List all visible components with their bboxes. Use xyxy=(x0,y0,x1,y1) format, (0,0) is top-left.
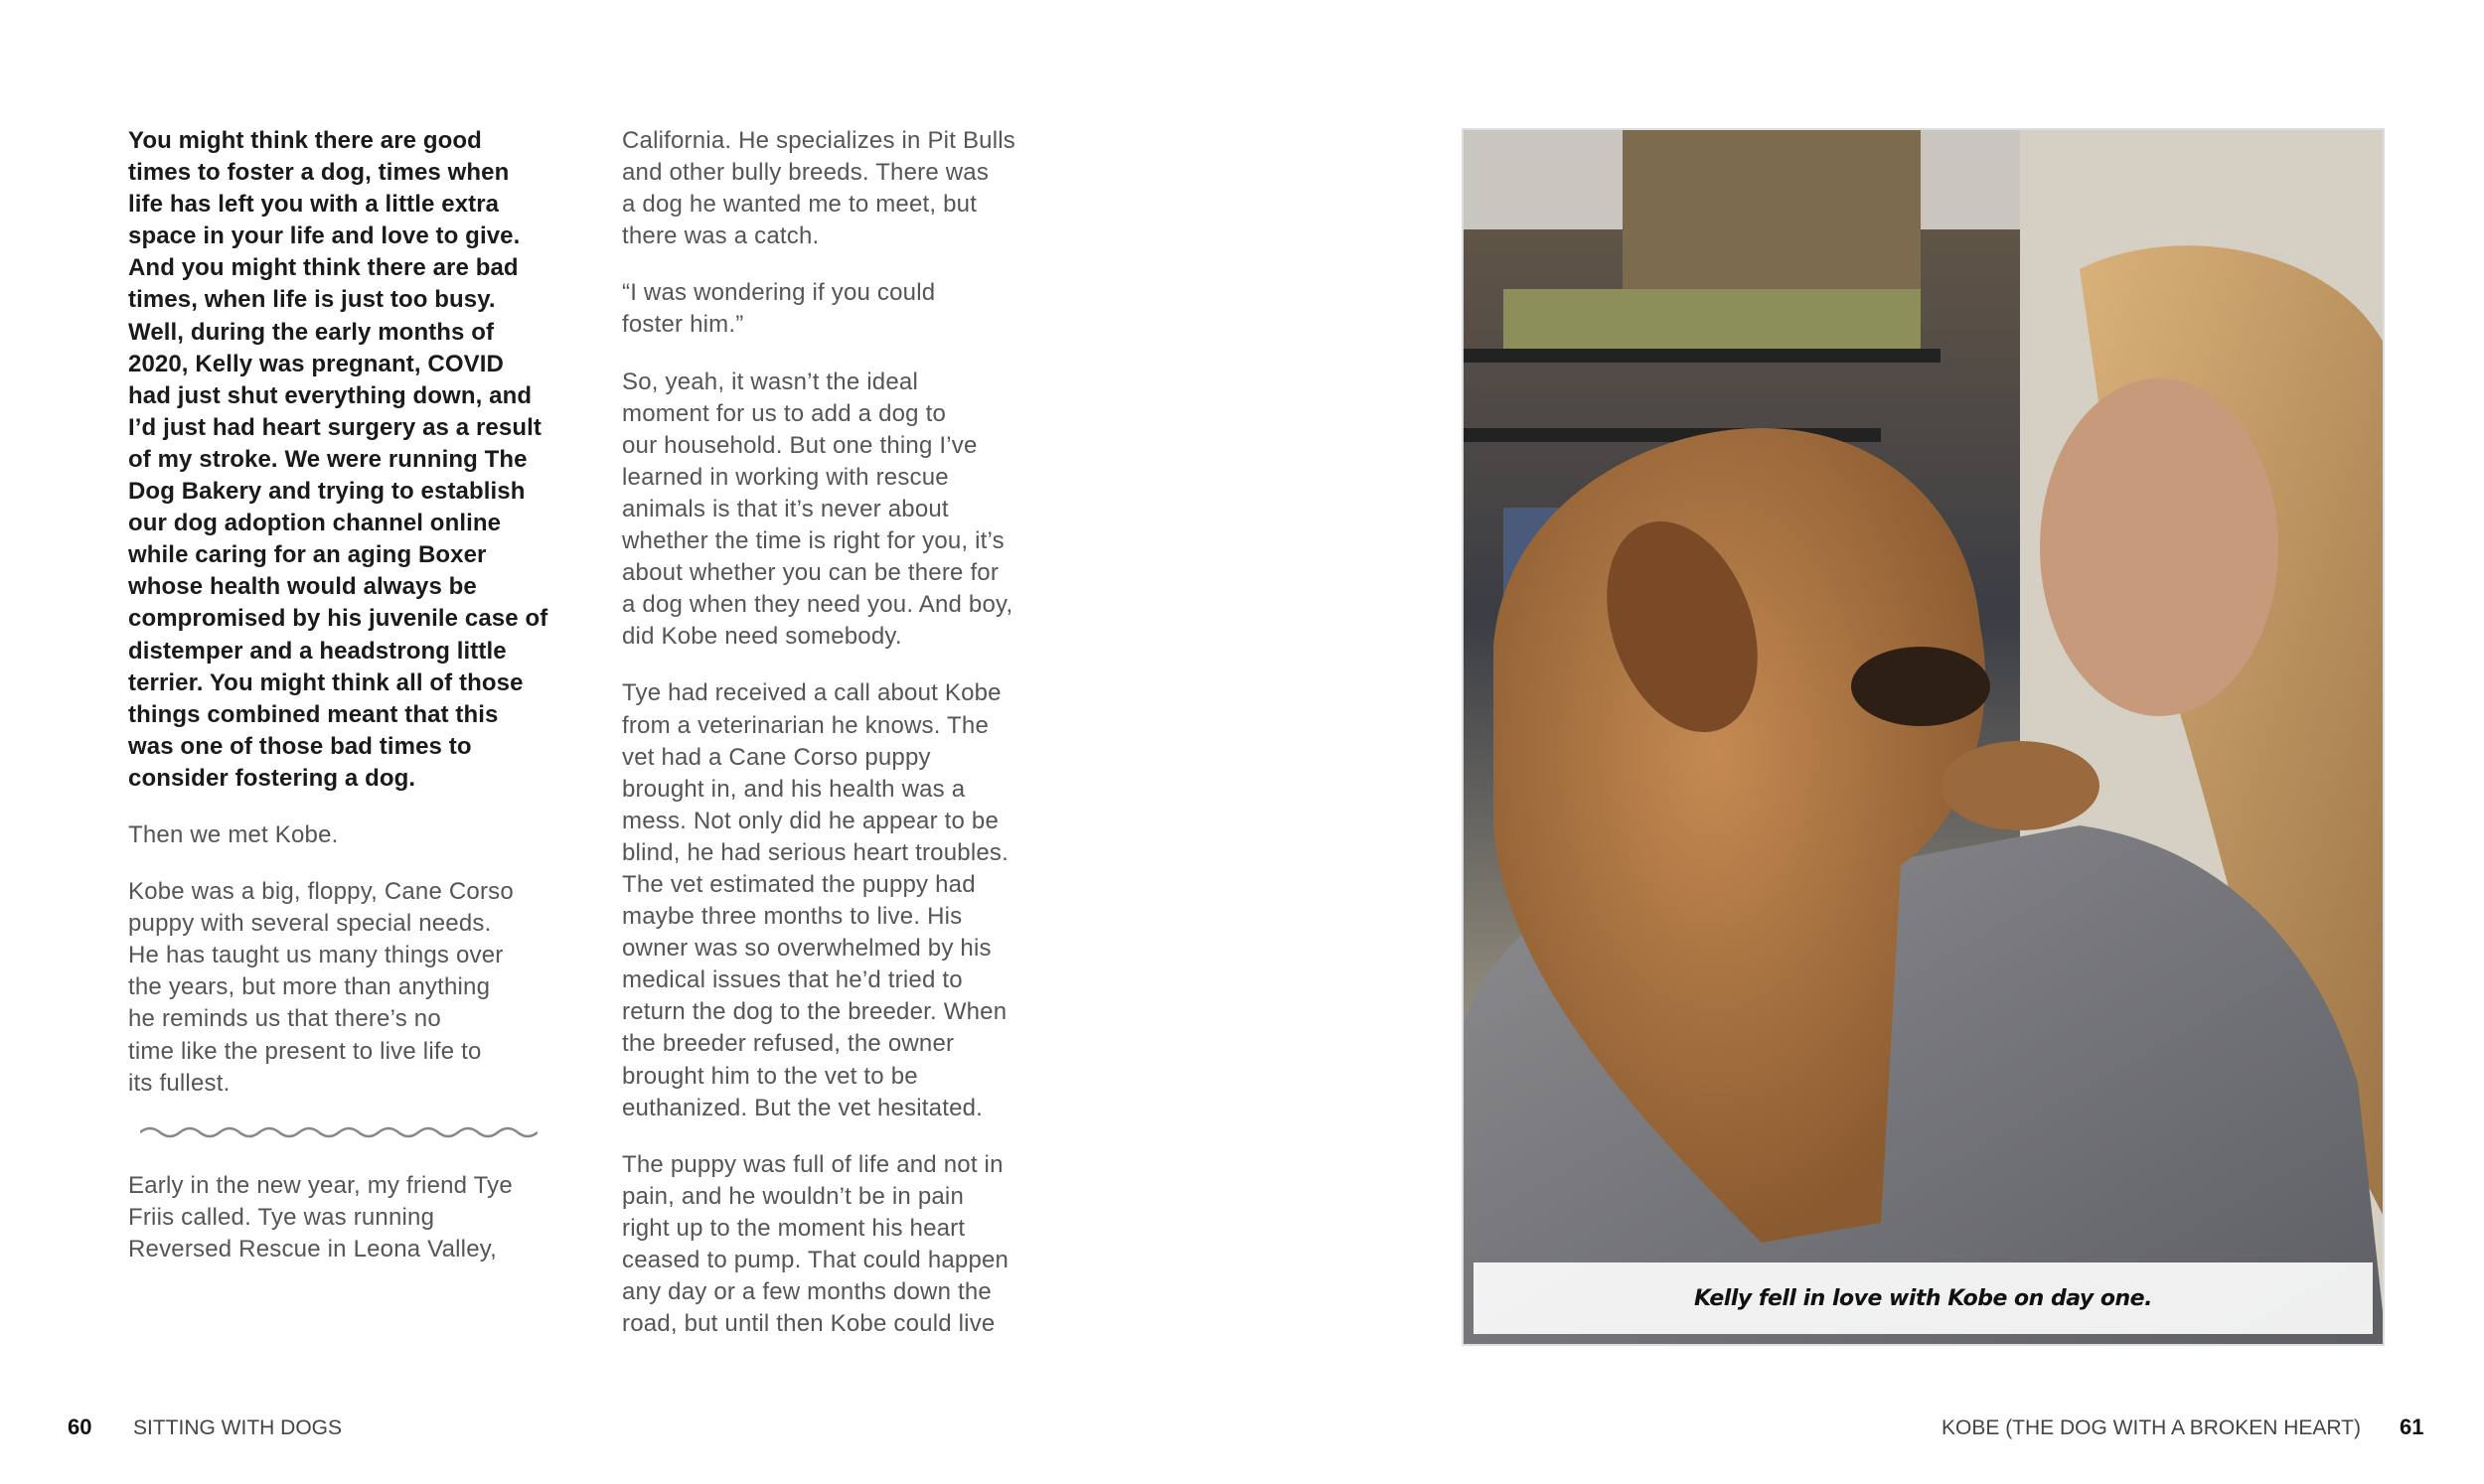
wavy-divider-icon xyxy=(140,1124,538,1140)
photo-caption-box xyxy=(1474,1262,2373,1334)
running-head-left: SITTING WITH DOGS xyxy=(133,1416,342,1439)
paragraph: You might think there are good times to foster a dog, times when life has left you with a little extra space in your life and love to give. And you might think there are bad times, when life is just too busy. Well, during the early months of 2020, Kelly was pregnant, COVID had just shut everything down, and I’d just had heart surgery as a result of my stroke. We were running The Dog Bakery and trying to establish our dog adoption channel online while caring for an aging Boxer whose health would always be compromised by his juvenile case of distemper and a headstrong little terrier. You might think all of those things combined meant that this was one of those bad times to consider fostering a dog. xyxy=(128,127,548,792)
paragraph: Tye had received a call about Kobe from a veterinarian he knows. The vet had a Cane Corso puppy brought in, and his health was a mess. Not only did he appear to be blind, he had serious heart troubles. The vet estimated the puppy had maybe three months to live. His owner was so overwhelmed by his medical issues that he’d tried to return the dog to the breeder. When the breeder refused, the owner brought him to the vet to be euthanized. But the vet hesitated. xyxy=(622,679,1009,1121)
middle-text-column xyxy=(622,125,1079,1365)
paragraph: So, yeah, it wasn’t the ideal moment for us to add a dog to our household. But one thing I’ve learned in working with rescue animals is that it’s never about whether the time is right for you, it’s about whether you can be there for a dog when they need you. And boy, did Kobe need somebody. xyxy=(622,368,1013,651)
page-number-right: 61 xyxy=(2400,1414,2424,1439)
page-number-left: 60 xyxy=(68,1414,92,1439)
left-text-column xyxy=(128,125,585,1290)
photo-caption: Kelly fell in love with Kobe on day one. xyxy=(1694,1285,2152,1311)
photo-woman-hugging-dog xyxy=(1462,128,2385,1346)
paragraph: “I was wondering if you could foster him.” xyxy=(622,279,936,339)
paragraph: Then we met Kobe. xyxy=(128,820,339,848)
paragraph: California. He specializes in Pit Bulls and other bully breeds. There was a dog he wanted me to meet, but there was a catch. xyxy=(622,127,1015,250)
paragraph: Kobe was a big, floppy, Cane Corso puppy with several special needs. He has taught us many things over the years, but more than anything he reminds us that there’s no time like the present to live life to its fullest. xyxy=(128,878,514,1097)
running-head-right: KOBE (THE DOG WITH A BROKEN HEART) xyxy=(1941,1416,2361,1439)
paragraph: Early in the new year, my friend Tye Friis called. Tye was running Reversed Rescue in Leona Valley, xyxy=(128,1171,513,1262)
paragraph: The puppy was full of life and not in pain, and he wouldn’t be in pain right up to the moment his heart ceased to pump. That could happen any day or a few months down the road, but until then Kobe could live xyxy=(622,1150,1009,1338)
